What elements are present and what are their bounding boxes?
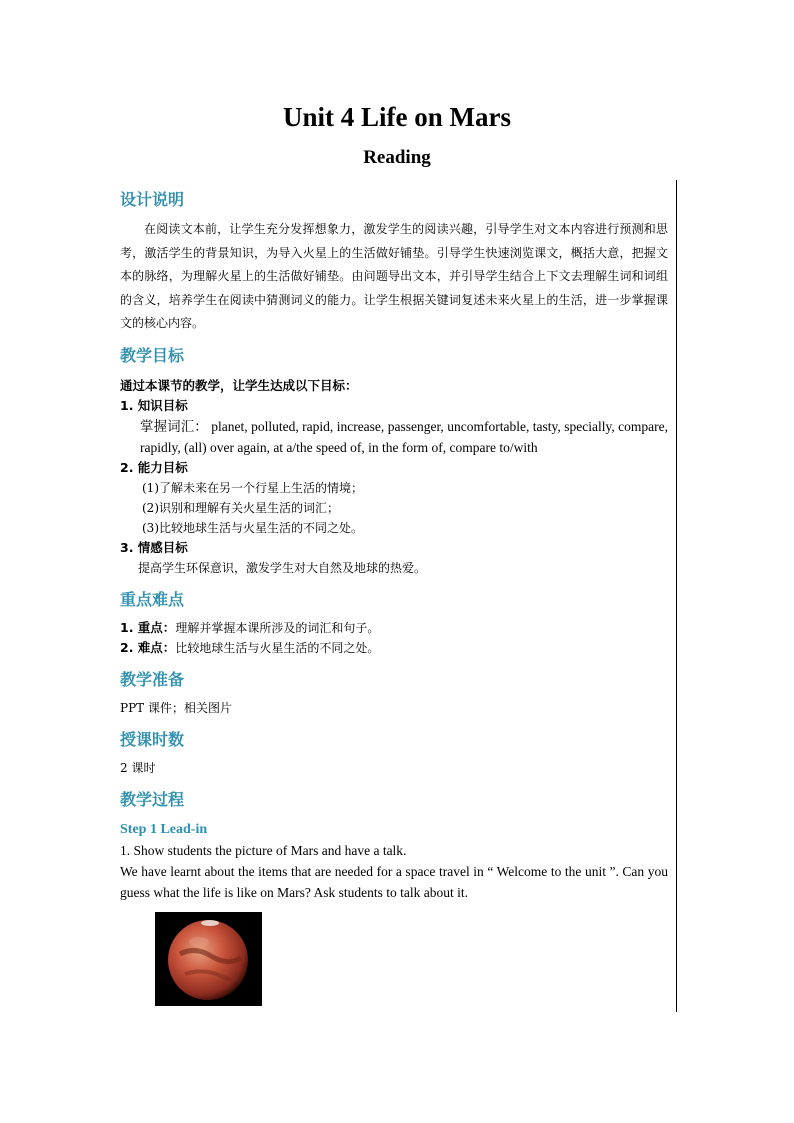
mars-image	[155, 912, 262, 1006]
key-item	[120, 638, 668, 658]
design-text: 在阅读文本前，让学生充分发挥想象力，激发学生的阅读兴趣，引导学生对文本内容进行预测和思考，激活学生的背景知识，为导入火星上的生活做好铺垫。引导学生快速浏览课文，概括大意，把握文本的脉络，为理解火星上的生活做好铺垫。由问题导出文本，并引导学生结合上下文去理解生词和词组的含义，培养学生在阅读中猜测词义的能力。让学生根据关键词复述未来火星上的生活，进一步掌握课文的核心内容。	[120, 222, 668, 330]
step1-title: Step 1 Lead-in	[120, 821, 208, 837]
heading-prep: 教学准备	[120, 669, 185, 689]
knowledge-text: 掌握词汇： planet, polluted, rapid, increase, passenger, uncomfortable, tasty, specially, compare, rapidly, (all) over again, at a/the speed of, in the form of, compare to/with	[140, 418, 668, 455]
emotion-title: 3. 情感目标	[120, 539, 188, 555]
key-label: 2. 难点：	[120, 639, 176, 655]
key-label: 1. 重点：	[120, 619, 176, 635]
key-text: 比较地球生活与火星生活的不同之处。	[175, 640, 380, 655]
prep-text: PPT 课件；相关图片	[120, 700, 232, 715]
margin-rule	[676, 180, 677, 1012]
ability-item: (3)比较地球生活与火星生活的不同之处。	[142, 520, 363, 535]
heading-hours: 授课时数	[120, 729, 185, 749]
mars-planet-icon	[155, 912, 262, 1006]
ability-item: (2)识别和理解有关火星生活的词汇；	[142, 500, 339, 515]
heading-goals: 教学目标	[120, 345, 185, 365]
knowledge-title: 1. 知识目标	[120, 397, 188, 413]
heading-process: 教学过程	[120, 789, 185, 809]
heading-key-points: 重点难点	[120, 589, 185, 609]
heading-design: 设计说明	[120, 190, 185, 209]
page-title: Unit 4 Life on Mars	[283, 102, 511, 132]
goals-intro: 通过本课节的教学，让学生达成以下目标：	[120, 377, 358, 393]
key-item	[120, 618, 668, 638]
key-text: 理解并掌握本课所涉及的词汇和句子。	[175, 620, 380, 635]
ability-title: 2. 能力目标	[120, 459, 188, 475]
page-subtitle: Reading	[363, 147, 431, 168]
hours-text: 2 课时	[120, 760, 156, 775]
lesson-content	[120, 188, 668, 903]
process-line: We have learnt about the items that are needed for a space travel in “ Welcome to the unit ”. Can you guess what the life is like on Mars? Ask students to talk about it.	[120, 863, 668, 900]
process-line: 1. Show students the picture of Mars and have a talk.	[120, 842, 407, 858]
emotion-text: 提高学生环保意识，激发学生对大自然及地球的热爱。	[138, 560, 427, 575]
ability-item: (1)了解未来在另一个行星上生活的情境；	[142, 480, 363, 495]
